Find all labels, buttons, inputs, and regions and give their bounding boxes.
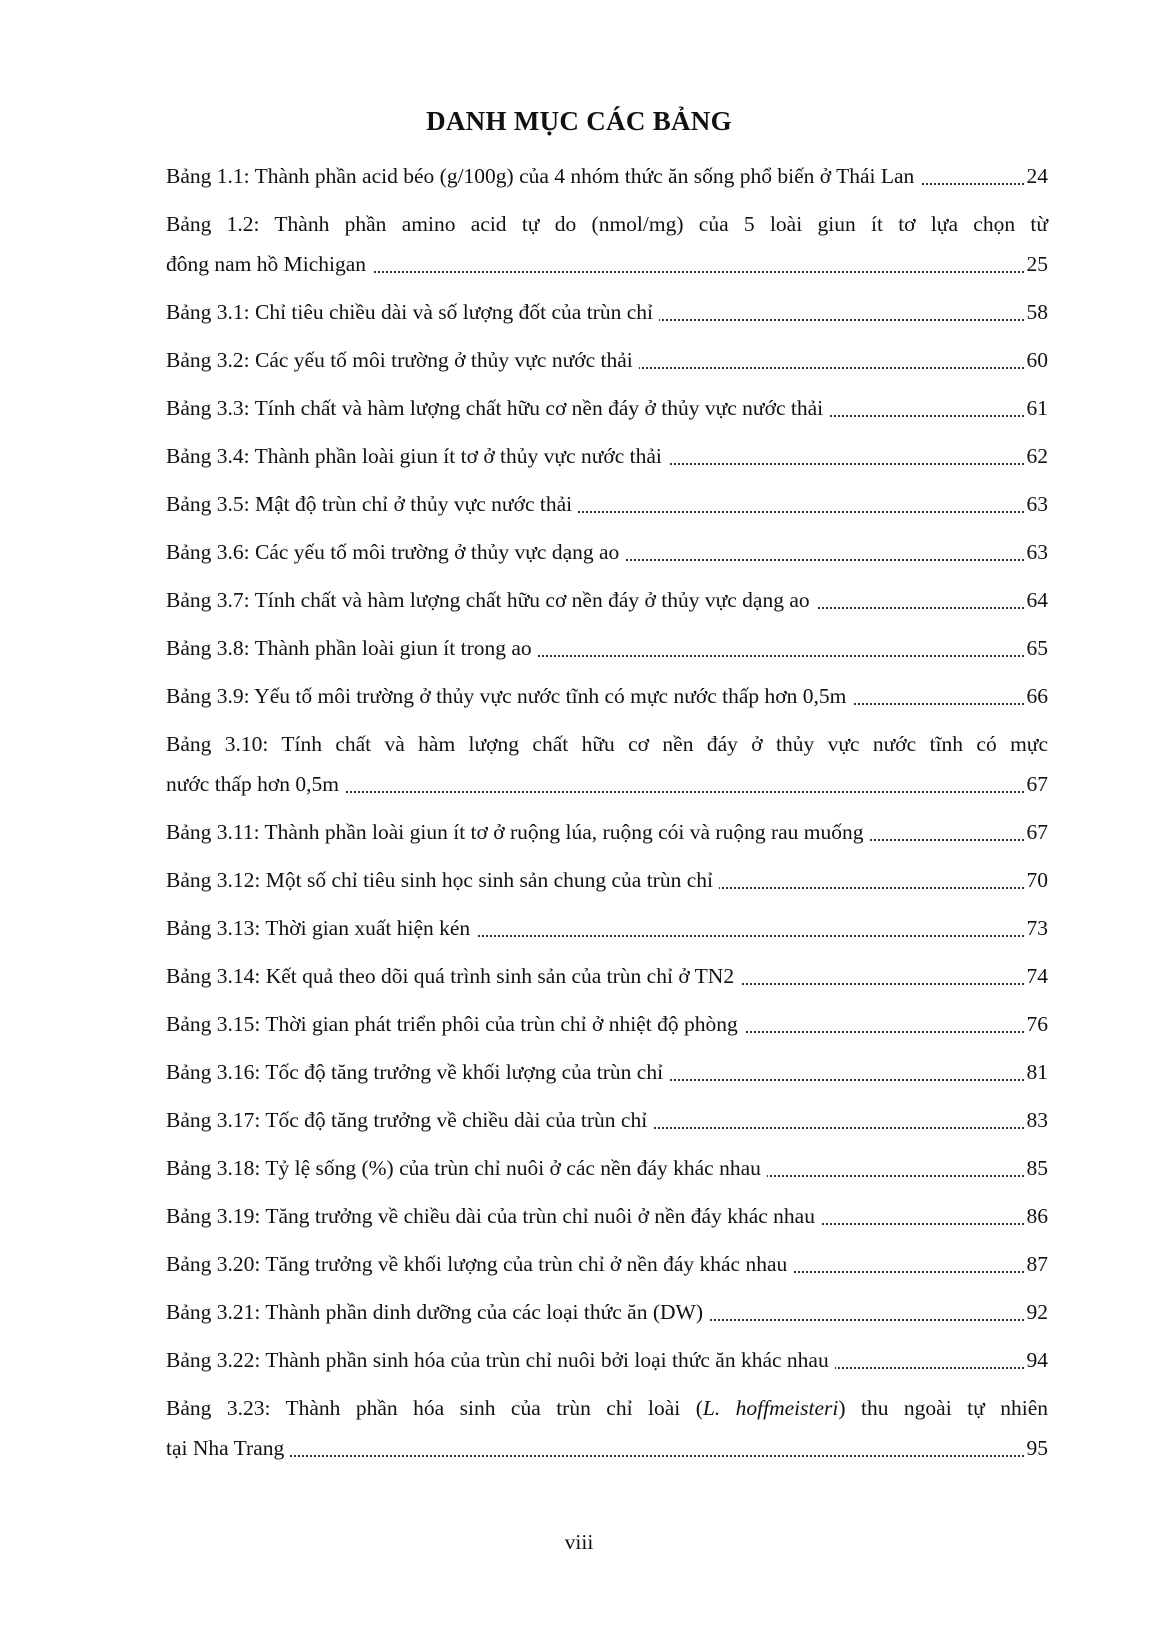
- toc-entry-page: 70: [1024, 856, 1049, 904]
- toc-entry-line: [166, 1288, 1048, 1336]
- table-of-contents: [166, 152, 1048, 1472]
- toc-entry-line: [166, 856, 1048, 904]
- toc-entry-line: [166, 1096, 1048, 1144]
- toc-entry-title: Bảng 3.15: Thời gian phát triển phôi của trùn chỉ ở nhiệt độ phòng: [166, 1012, 744, 1036]
- toc-entry-title: Bảng 1.1: Thành phần acid béo (g/100g) của 4 nhóm thức ăn sống phổ biến ở Thái Lan: [166, 164, 920, 188]
- toc-entry-line: [166, 904, 1048, 952]
- toc-entry-page: 76: [1024, 1000, 1049, 1048]
- toc-entry-title: Bảng 3.12: Một số chỉ tiêu sinh học sinh sản chung của trùn chỉ: [166, 868, 719, 892]
- toc-entry-title: Bảng 3.19: Tăng trưởng về chiều dài của trùn chỉ nuôi ở nền đáy khác nhau: [166, 1204, 821, 1228]
- toc-entry-line: [166, 200, 1048, 244]
- toc-entry-title: Bảng 3.6: Các yếu tố môi trường ở thủy vực dạng ao: [166, 540, 625, 564]
- toc-entry-title: Bảng 3.17: Tốc độ tăng trưởng về chiều dài của trùn chỉ: [166, 1108, 653, 1132]
- toc-entry-line: [166, 1192, 1048, 1240]
- toc-entry-page: 62: [1024, 432, 1049, 480]
- toc-entry-title: đông nam hồ Michigan: [166, 252, 372, 276]
- toc-entry-line: [166, 624, 1048, 672]
- toc-entry-title: nước thấp hơn 0,5m: [166, 772, 345, 796]
- toc-entry-line: [166, 1428, 1048, 1472]
- toc-entry-page: 81: [1024, 1048, 1049, 1096]
- toc-entry-page: 64: [1024, 576, 1049, 624]
- toc-entry-title: Bảng 3.21: Thành phần dinh dưỡng của các loại thức ăn (DW): [166, 1300, 709, 1324]
- toc-entry-title: Bảng 3.14: Kết quả theo dõi quá trình sinh sản của trùn chỉ ở TN2: [166, 964, 740, 988]
- toc-entry-line: [166, 720, 1048, 764]
- toc-entry-line: [166, 808, 1048, 856]
- toc-entry-line: [166, 336, 1048, 384]
- toc-entry-line: [166, 1000, 1048, 1048]
- toc-entry-title: Bảng 3.18: Tỷ lệ sống (%) của trùn chỉ nuôi ở các nền đáy khác nhau: [166, 1156, 767, 1180]
- toc-entry-page: 86: [1024, 1192, 1049, 1240]
- page-title: DANH MỤC CÁC BẢNG: [426, 106, 732, 136]
- toc-entry-line: [166, 1384, 1048, 1428]
- dot-leader: [166, 1455, 1048, 1457]
- toc-entry-line: [166, 1144, 1048, 1192]
- page-number: viii: [564, 1530, 594, 1554]
- toc-entry-page: 58: [1024, 288, 1049, 336]
- toc-entry-page: 61: [1024, 384, 1049, 432]
- toc-entry-line: [166, 152, 1048, 200]
- toc-entry-line: [166, 288, 1048, 336]
- toc-entry-title: Bảng 3.13: Thời gian xuất hiện kén: [166, 916, 476, 940]
- toc-entry-title: Bảng 3.8: Thành phần loài giun ít trong ao: [166, 636, 538, 660]
- toc-entry-title: Bảng 3.3: Tính chất và hàm lượng chất hữu cơ nền đáy ở thủy vực nước thải: [166, 396, 829, 420]
- species-name: L. hoffmeisteri: [702, 1396, 839, 1420]
- toc-entry-title: Bảng 3.20: Tăng trưởng về khối lượng của trùn chỉ ở nền đáy khác nhau: [166, 1252, 793, 1276]
- toc-entry-title: Bảng 3.11: Thành phần loài giun ít tơ ở ruộng lúa, ruộng cói và ruộng rau muống: [166, 820, 870, 844]
- toc-entry-title: Bảng 3.7: Tính chất và hàm lượng chất hữu cơ nền đáy ở thủy vực dạng ao: [166, 588, 816, 612]
- toc-entry-page: 24: [1024, 152, 1049, 200]
- toc-entry-title: Bảng 3.2: Các yếu tố môi trường ở thủy vực nước thải: [166, 348, 639, 372]
- toc-entry-page: 65: [1024, 624, 1049, 672]
- toc-entry-line: [166, 528, 1048, 576]
- toc-entry-title: Bảng 3.16: Tốc độ tăng trưởng về khối lượng của trùn chỉ: [166, 1060, 669, 1084]
- toc-entry-page: 66: [1024, 672, 1049, 720]
- toc-entry-title: tại Nha Trang: [166, 1436, 290, 1460]
- toc-entry-line: [166, 244, 1048, 288]
- toc-entry-page: 95: [1024, 1428, 1049, 1468]
- toc-entry-page: 67: [1024, 764, 1049, 804]
- toc-entry-page: 67: [1024, 808, 1049, 856]
- toc-entry-page: 83: [1024, 1096, 1049, 1144]
- toc-entry-line: [166, 432, 1048, 480]
- toc-entry-line: [166, 672, 1048, 720]
- toc-entry-page: 85: [1024, 1144, 1049, 1192]
- toc-entry-title: Bảng 1.2: Thành phần amino acid tự do (nmol/mg) của 5 loài giun ít tơ lựa chọn từ: [166, 200, 1048, 248]
- toc-entry-title: Bảng 3.22: Thành phần sinh hóa của trùn chỉ nuôi bởi loại thức ăn khác nhau: [166, 1348, 835, 1372]
- toc-entry-page: 25: [1024, 244, 1049, 284]
- toc-entry-line: [166, 576, 1048, 624]
- toc-entry-title: Bảng 3.9: Yếu tố môi trường ở thủy vực nước tĩnh có mực nước thấp hơn 0,5m: [166, 684, 852, 708]
- toc-entry-line: [166, 952, 1048, 1000]
- toc-entry-page: 92: [1024, 1288, 1049, 1336]
- toc-entry-title: Bảng 3.1: Chỉ tiêu chiều dài và số lượng đốt của trùn chỉ: [166, 300, 659, 324]
- toc-entry-line: [166, 1240, 1048, 1288]
- toc-entry-line: [166, 1048, 1048, 1096]
- toc-entry-line: [166, 764, 1048, 808]
- toc-entry-title: Bảng 3.10: Tính chất và hàm lượng chất hữu cơ nền đáy ở thủy vực nước tĩnh có mực: [166, 720, 1048, 768]
- toc-entry-page: 63: [1024, 480, 1049, 528]
- toc-entry-title: Bảng 3.23: Thành phần hóa sinh của trùn chỉ loài (L. hoffmeisteri) thu ngoài tự nhiên: [166, 1384, 1048, 1432]
- toc-entry-page: 73: [1024, 904, 1049, 952]
- toc-entry-page: 94: [1024, 1336, 1049, 1384]
- toc-entry-title: Bảng 3.4: Thành phần loài giun ít tơ ở thủy vực nước thải: [166, 444, 668, 468]
- toc-entry-line: [166, 480, 1048, 528]
- toc-entry-page: 74: [1024, 952, 1049, 1000]
- toc-entry-line: [166, 384, 1048, 432]
- toc-entry-page: 87: [1024, 1240, 1049, 1288]
- toc-entry-title: Bảng 3.5: Mật độ trùn chỉ ở thủy vực nước thải: [166, 492, 578, 516]
- toc-entry-page: 63: [1024, 528, 1049, 576]
- toc-entry-page: 60: [1024, 336, 1049, 384]
- toc-entry-line: [166, 1336, 1048, 1384]
